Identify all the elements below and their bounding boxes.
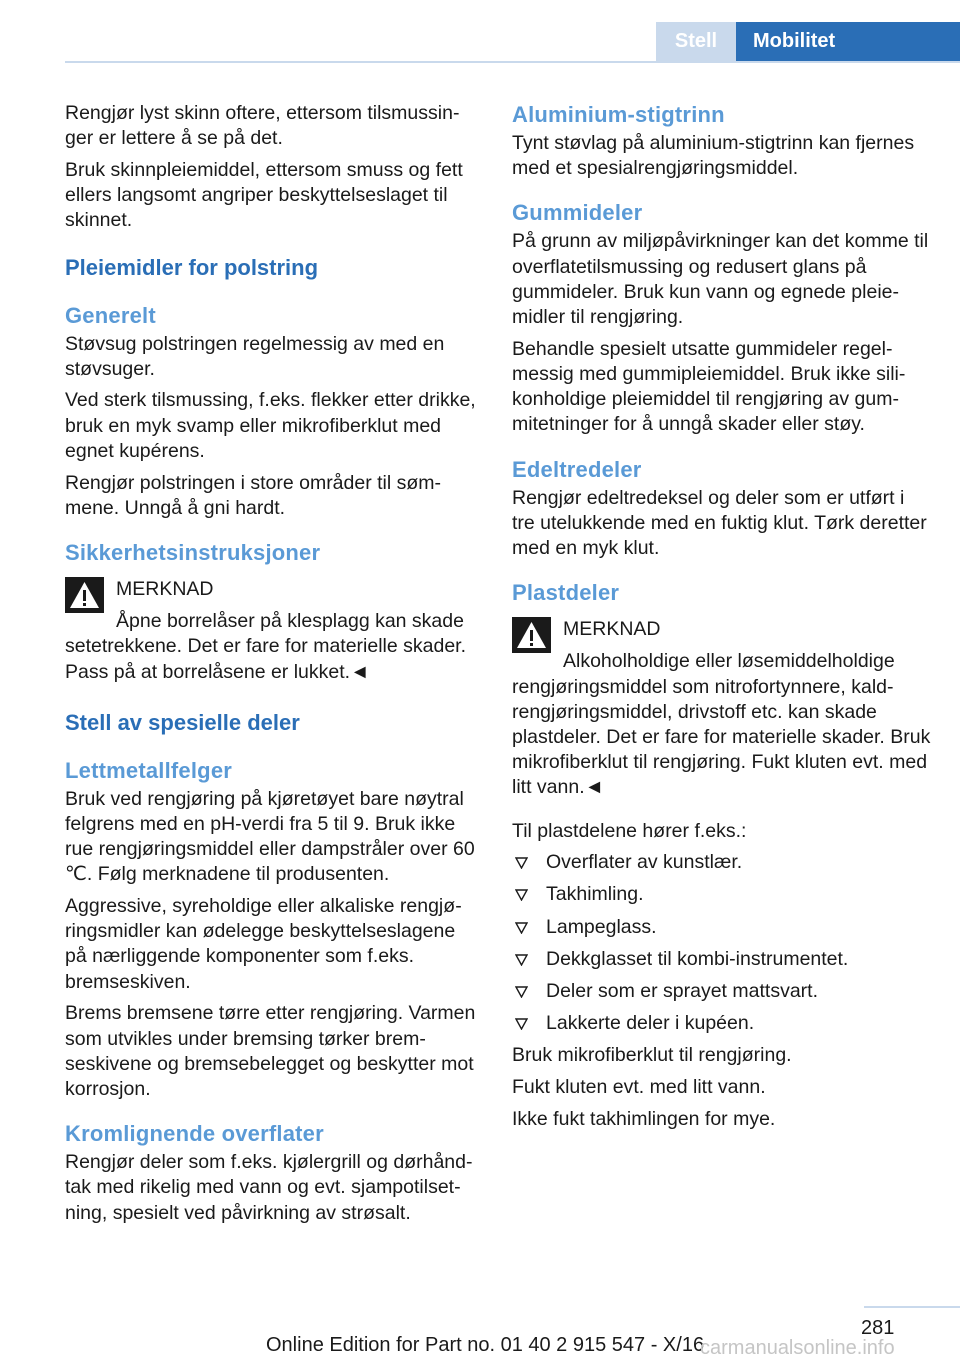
paragraph: Til plastdelene hører f.eks.:	[512, 819, 747, 842]
list-item-text: Lakkerte deler i kupéen.	[546, 1012, 755, 1035]
paragraph: Rengjør deler som f.eks. kjølergrill og dørhåndtak med rikelig med vann og evt. sjampotilsetning, spesielt ved påvirkning av strøsalt.	[65, 1151, 473, 1224]
paragraph: På grunn av miljøpåvirkninger kan det komme til overflatetilsmussing og redusert glans på gummideler. Bruk kun vann og egnede pleiemidler til rengjøring.	[512, 230, 929, 329]
tab-stell[interactable]: Stell	[656, 22, 736, 61]
subheading-krom: Kromlignende overflater	[65, 1121, 324, 1147]
section-heading-spesielle-deler: Stell av spesielle deler	[65, 709, 300, 735]
paragraph: Bruk mikrofiberklut til rengjøring.	[512, 1044, 792, 1067]
right-column	[512, 101, 932, 1139]
paragraph: Aggressive, syreholdige eller alkaliske rengjøringsmidler kan ødelegge beskyttelseslagene på nærliggende komponenter som f.eks. bremseskiven.	[65, 895, 462, 993]
paragraph: Ved sterk tilsmussing, f.eks. flekker etter drikke, bruk en myk svamp eller mikrofiberklut med egnet kupérens.	[65, 389, 476, 462]
note-label: MERKNAD	[116, 577, 214, 600]
subheading-gummideler: Gummideler	[512, 200, 643, 226]
left-column	[65, 101, 481, 1232]
list-item	[512, 1011, 932, 1036]
list-item-text: Lampeglass.	[546, 915, 657, 938]
section-heading-polstring: Pleiemidler for polstring	[65, 254, 319, 280]
warning-note	[65, 577, 481, 685]
triangle-bullet-icon	[515, 888, 528, 901]
triangle-bullet-icon	[515, 921, 528, 934]
paragraph: Rengjør polstringen i store områder til sømmene. Unngå å gni hardt.	[65, 471, 442, 519]
warning-icon	[512, 617, 551, 653]
subheading-aluminium: Aluminium-stigtrinn	[512, 102, 725, 127]
list-item	[512, 882, 932, 907]
watermark: carmanualsonline.info	[700, 1337, 895, 1359]
triangle-bullet-icon	[515, 985, 528, 998]
edition-text: Online Edition for Part no. 01 40 2 915 547 - X/16	[266, 1334, 705, 1356]
paragraph: Rengjør lyst skinn oftere, ettersom tilsmussinger er lettere å se på det.	[65, 102, 460, 150]
subheading-generelt: Generelt	[65, 302, 156, 328]
warning-note	[512, 617, 932, 800]
list-item-text: Dekkglasset til kombi-instrumentet.	[546, 947, 849, 970]
list-item	[512, 979, 932, 1004]
footer-rule	[864, 1306, 960, 1308]
header-rule	[65, 61, 960, 63]
note-text: Åpne borrelåser på klesplagg kan skade setetrekkene. Det er fare for materielle skader. Pass på at borrelåsene er lukket.◄	[65, 610, 467, 683]
list-item	[512, 915, 932, 940]
list-item-text: Overflater av kunstlær.	[546, 851, 743, 874]
subheading-sikkerhet: Sikkerhetsinstruksjoner	[65, 539, 321, 565]
triangle-bullet-icon	[515, 856, 528, 869]
paragraph: Fukt kluten evt. med litt vann.	[512, 1076, 766, 1099]
paragraph: Bruk skinnpleiemiddel, ettersom smuss og fett ellers langsomt angriper beskyttelseslaget til skinnet.	[65, 158, 463, 232]
list-item	[512, 850, 932, 875]
subheading-lettmetallfelger: Lettmetallfelger	[65, 757, 233, 783]
triangle-bullet-icon	[515, 1017, 528, 1030]
paragraph: Rengjør edeltredeksel og deler som er utført i tre utelukkende med en fuktig klut. Tørk deretter med en myk klut.	[512, 486, 927, 559]
list-item-text: Deler som er sprayet mattsvart.	[546, 980, 818, 1003]
note-label: MERKNAD	[563, 618, 661, 641]
paragraph: Tynt støvlag på aluminium-stigtrinn kan fjernes med et spesialrengjøringsmiddel.	[512, 132, 915, 180]
subheading-plastdeler: Plastdeler	[512, 580, 620, 606]
tab-mobilitet[interactable]: Mobilitet	[736, 22, 960, 61]
paragraph: Støvsug polstringen regelmessig av med en støvsuger.	[65, 332, 445, 380]
note-text: Alkoholholdige eller løsemiddelholdige rengjøringsmiddel som nitrofortynnere, kaldrengjøringsmiddel, drivstoff etc. kan skade plastdeler. Det er fare for materielle skader. Bruk mikrofiberklut til rengjøring. Fukt kluten evt. med litt vann.◄	[512, 650, 931, 799]
bullet-list	[512, 850, 932, 1036]
paragraph: Behandle spesielt utsatte gummideler regelmessig med gummipleiemiddel. Bruk ikke silikonholdige pleiemiddel til rengjøring av gummitetninger for å unngå skader eller støy.	[512, 337, 906, 436]
triangle-bullet-icon	[515, 953, 528, 966]
paragraph: Brems bremsene tørre etter rengjøring. Varmen som utvikles under bremsing tørker bremseskivene og bremsebelegget og beskytter mot korrosjon.	[65, 1002, 476, 1100]
paragraph: Ikke fukt takhimlingen for mye.	[512, 1107, 776, 1130]
subheading-edeltredeler: Edeltredeler	[512, 456, 642, 482]
paragraph: Bruk ved rengjøring på kjøretøyet bare nøytral felgrens med en pH-verdi fra 5 til 9. Bruk ikke rue rengjøringsmiddel eller dampstråler over 60 ℃. Følg merknadene til produsenten.	[65, 787, 475, 886]
page-number: 281	[861, 1317, 895, 1339]
warning-icon	[65, 577, 104, 613]
list-item-text: Takhimling.	[546, 883, 644, 906]
list-item	[512, 947, 932, 972]
